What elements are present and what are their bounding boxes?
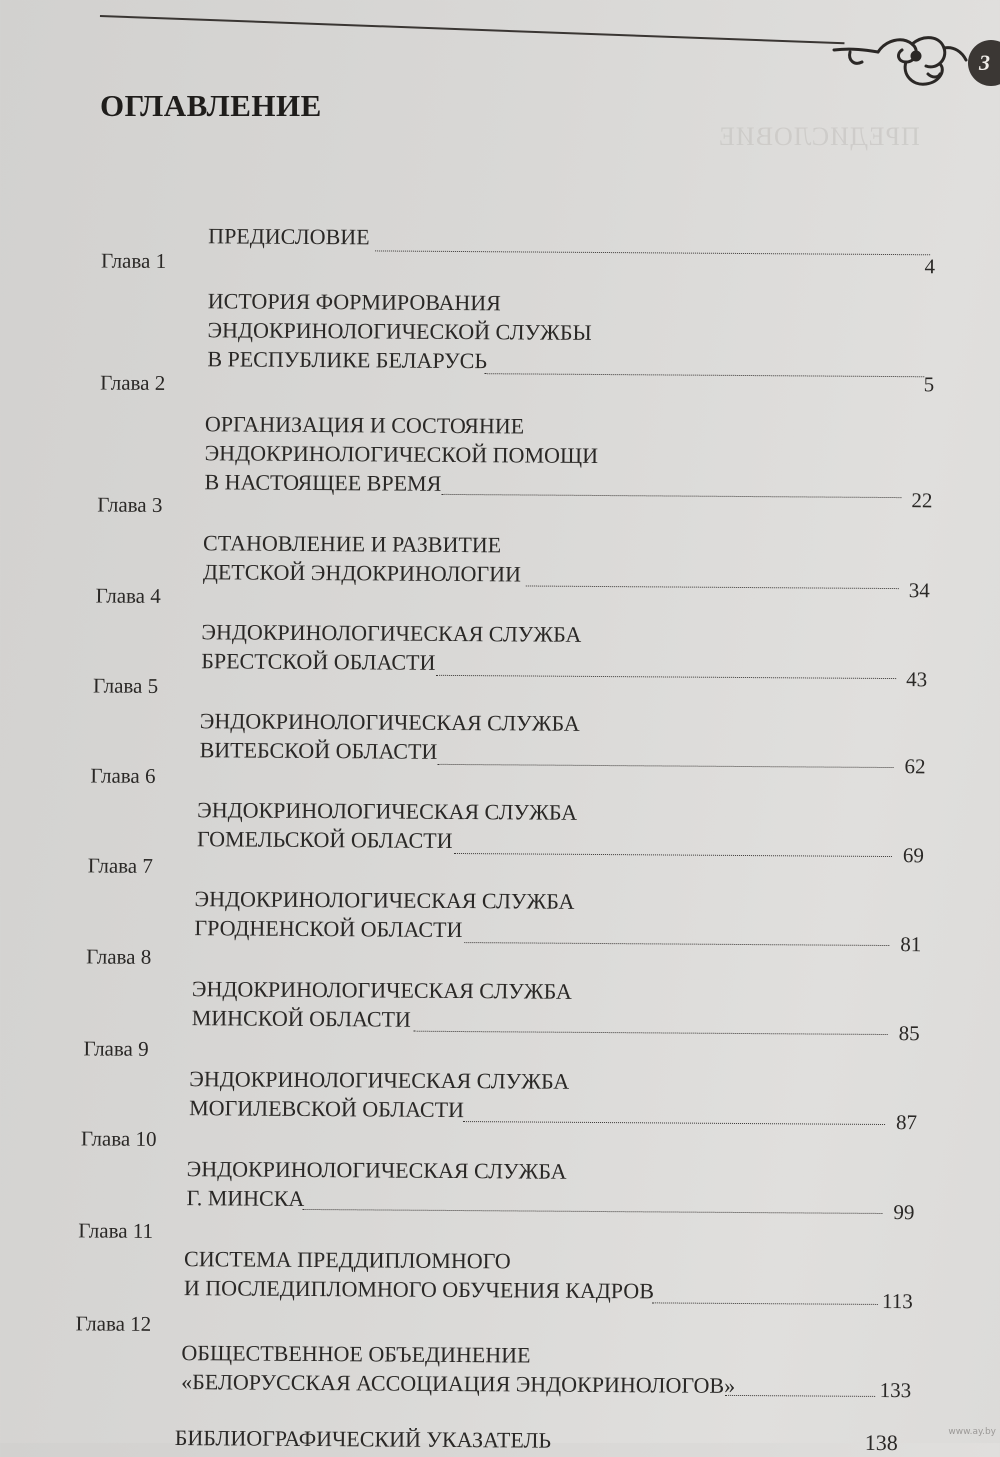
toc-page-number: 5 — [923, 372, 935, 397]
page-title: ОГЛАВЛЕНИЕ — [100, 88, 322, 123]
chapter-label: Глава 6 — [90, 763, 156, 788]
toc-page-number: 62 — [904, 754, 926, 779]
dot-leader — [652, 1302, 878, 1305]
dot-leader — [375, 250, 930, 255]
toc-entry-title: ЭНДОКРИНОЛОГИЧЕСКАЯ СЛУЖБА МОГИЛЕВСКОЙ ОБЛАСТИ — [189, 1066, 570, 1123]
toc-entry-title: ЭНДОКРИНОЛОГИЧЕСКАЯ СЛУЖБА ГОМЕЛЬСКОЙ ОБЛАСТИ — [196, 797, 578, 853]
toc-page-number: 4 — [924, 254, 936, 279]
chapter-label: Глава 8 — [86, 944, 152, 969]
toc-entry-title: ЭНДОКРИНОЛОГИЧЕСКАЯ СЛУЖБА Г. МИНСКА — [186, 1156, 567, 1211]
toc-page-number: 43 — [906, 667, 928, 692]
chapter-label: Глава 7 — [87, 853, 153, 878]
toc-entry-title: ЭНДОКРИНОЛОГИЧЕСКАЯ СЛУЖБА МИНСКОЙ ОБЛАСТИ — [191, 976, 572, 1032]
toc-page-number: 22 — [911, 488, 933, 513]
chapter-label: Глава 4 — [95, 583, 161, 608]
chapter-label: Глава 10 — [80, 1126, 157, 1151]
toc-entry-title: СИСТЕМА ПРЕДДИПЛОМНОГО И ПОСЛЕДИПЛОМНОГО ОБУЧЕНИЯ КАДРОВ — [183, 1246, 655, 1304]
chapter-label: Глава 5 — [93, 673, 159, 698]
toc-entry-title: ЭНДОКРИНОЛОГИЧЕСКАЯ СЛУЖБА ГРОДНЕНСКОЙ ОБЛАСТИ — [194, 886, 575, 943]
page-number: 3 — [979, 50, 990, 75]
toc-entry-title-cutoff: БИБЛИОГРАФИЧЕСКИЙ УКАЗАТЕЛЬ — [174, 1425, 552, 1453]
chapter-label: Глава 11 — [78, 1218, 154, 1243]
toc-entry-title: СТАНОВЛЕНИЕ И РАЗВИТИЕ ДЕТСКОЙ ЭНДОКРИНОЛОГИИ — [202, 530, 522, 587]
toc-page-number: 99 — [893, 1200, 915, 1225]
toc-page-number: 85 — [898, 1021, 920, 1046]
watermark: www.ay.by — [948, 1427, 996, 1437]
chapter-label: Глава 2 — [100, 370, 166, 395]
toc-entry-title: ЭНДОКРИНОЛОГИЧЕСКАЯ СЛУЖБА ВИТЕБСКОЙ ОБЛАСТИ — [199, 708, 580, 764]
toc-page-number: 87 — [895, 1110, 918, 1135]
toc-page-number: 69 — [902, 843, 925, 868]
toc-page-number: 133 — [879, 1377, 912, 1403]
toc-page-number: 34 — [908, 578, 930, 603]
toc-entry-title: ПРЕДИСЛОВИЕ — [208, 223, 370, 250]
toc-entry-title: ОРГАНИЗАЦИЯ И СОСТОЯНИЕ ЭНДОКРИНОЛОГИЧЕСКОЙ ПОМОЩИ В НАСТОЯЩЕЕ ВРЕМЯ — [204, 411, 599, 496]
toc-page-number-cutoff: 138 — [864, 1429, 898, 1456]
toc-page-number: 113 — [881, 1288, 913, 1314]
bleed-through-text: ПРЕДИСЛОВИЕ — [718, 122, 920, 151]
toc-entry-title: ЭНДОКРИНОЛОГИЧЕСКАЯ СЛУЖБА БРЕСТСКОЙ ОБЛАСТИ — [201, 619, 582, 675]
chapter-label: Глава 9 — [83, 1036, 149, 1061]
toc-page-number: 81 — [900, 932, 922, 957]
toc-entry-title: ИСТОРИЯ ФОРМИРОВАНИЯ ЭНДОКРИНОЛОГИЧЕСКОЙ СЛУЖБЫ В РЕСПУБЛИКЕ БЕЛАРУСЬ — [207, 288, 592, 374]
chapter-label: Глава 1 — [100, 248, 167, 273]
toc-entry-title: ОБЩЕСТВЕННОЕ ОБЪЕДИНЕНИЕ «БЕЛОРУССКАЯ АССОЦИАЦИЯ ЭНДОКРИНОЛОГОВ» — [181, 1340, 736, 1398]
chapter-label: Глава 3 — [97, 492, 163, 517]
chapter-label: Глава 12 — [75, 1311, 152, 1336]
dot-leader — [526, 585, 899, 589]
